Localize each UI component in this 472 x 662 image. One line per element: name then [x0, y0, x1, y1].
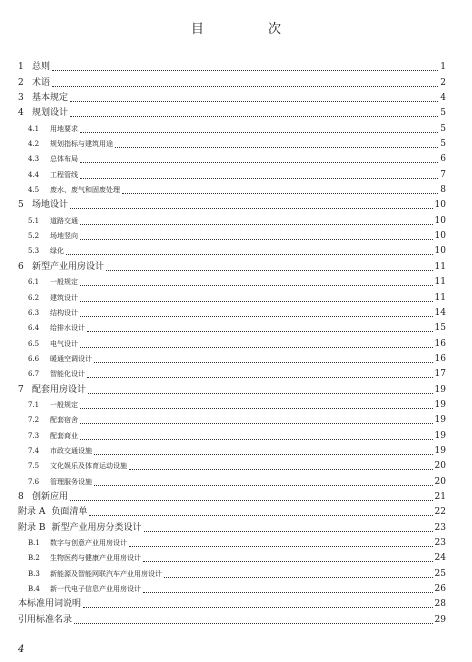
toc-title: 目 次 — [190, 22, 312, 37]
toc-entry-number: 6 — [18, 261, 24, 272]
toc-entry-label: 规划指标与建筑用途 — [50, 140, 113, 149]
toc-entry-number: 6.6 — [28, 354, 40, 363]
toc-entry-page: 19 — [434, 384, 446, 395]
toc-entry-page: 19 — [434, 415, 446, 426]
toc-entry-label: 负面清单 — [51, 507, 88, 518]
toc-entry-page: 4 — [440, 93, 446, 104]
toc-entry-page: 22 — [434, 507, 446, 518]
toc-entry-page: 20 — [434, 461, 446, 472]
toc-entry-number: 5.1 — [28, 216, 40, 225]
toc-entry-number: 6.5 — [28, 339, 40, 348]
toc-entry-page: 23 — [434, 522, 446, 533]
table-of-contents — [18, 58, 446, 626]
dot-leader — [94, 453, 433, 455]
toc-entry-label: 总则 — [32, 62, 51, 73]
toc-entry-page: 19 — [434, 399, 446, 410]
toc-entry-label: 一般规定 — [50, 400, 78, 409]
dot-leader — [52, 85, 438, 87]
toc-entry[interactable] — [18, 411, 446, 426]
toc-entry-number: 4.2 — [28, 140, 40, 149]
dot-leader — [87, 330, 433, 332]
toc-entry-page: 19 — [434, 445, 446, 456]
toc-entry-label: 工程管线 — [50, 170, 78, 179]
toc-entry-number: 6.7 — [28, 370, 40, 379]
dot-leader — [129, 545, 433, 547]
toc-entry-label: 新一代电子信息产业用房设计 — [50, 585, 141, 594]
dot-leader — [80, 438, 433, 440]
dot-leader — [52, 69, 438, 71]
dot-leader — [144, 530, 433, 532]
toc-entry-number: B.4 — [28, 585, 40, 594]
toc-entry-label: 规划设计 — [32, 108, 69, 119]
toc-entry[interactable] — [18, 580, 446, 595]
toc-entry-number: 7.3 — [28, 431, 40, 440]
toc-entry[interactable] — [18, 89, 446, 104]
dot-leader — [70, 207, 433, 209]
dot-leader — [80, 284, 433, 286]
toc-entry-label: 文化娱乐及体育运动设施 — [50, 462, 127, 471]
toc-entry-label: 废水、废气和固废处理 — [50, 186, 120, 195]
toc-entry-label: 配套商业 — [50, 431, 78, 440]
toc-entry-number: B.3 — [28, 569, 40, 578]
toc-entry[interactable] — [18, 334, 446, 349]
dot-leader — [143, 591, 433, 593]
toc-entry-number: 3 — [18, 93, 24, 104]
toc-entry[interactable] — [18, 242, 446, 257]
toc-entry-label: 术语 — [32, 77, 51, 88]
toc-entry-number: 7.5 — [28, 462, 40, 471]
toc-entry-number: 6.3 — [28, 308, 40, 317]
dot-leader — [129, 468, 433, 470]
toc-entry-page: 10 — [434, 215, 446, 226]
toc-entry-number: 7 — [18, 384, 24, 395]
toc-entry[interactable] — [18, 319, 446, 334]
toc-entry[interactable] — [18, 211, 446, 226]
toc-entry-number: 6.2 — [28, 293, 40, 302]
toc-entry[interactable] — [18, 165, 446, 180]
dot-leader — [88, 392, 433, 394]
toc-entry[interactable] — [18, 488, 446, 503]
toc-entry-page: 11 — [434, 261, 446, 272]
toc-entry-label: 基本规定 — [32, 93, 69, 104]
toc-entry[interactable] — [18, 73, 446, 88]
toc-entry-page: 7 — [440, 169, 446, 180]
dot-leader — [70, 499, 433, 501]
toc-entry-number: 2 — [18, 77, 24, 88]
toc-entry[interactable] — [18, 181, 446, 196]
toc-entry-label: 建筑设计 — [50, 293, 78, 302]
toc-entry[interactable] — [18, 150, 446, 165]
toc-entry[interactable] — [18, 518, 446, 533]
toc-entry[interactable] — [18, 273, 446, 288]
toc-entry-page: 21 — [434, 491, 446, 502]
toc-entry-number: 1 — [18, 62, 24, 73]
toc-entry-page: 10 — [434, 246, 446, 257]
toc-entry[interactable] — [18, 119, 446, 134]
toc-entry[interactable] — [18, 380, 446, 395]
toc-entry-number: B.2 — [28, 554, 40, 563]
toc-entry-number: 7.2 — [28, 416, 40, 425]
toc-entry-number: 4.1 — [28, 124, 40, 133]
toc-entry-number: 6.4 — [28, 324, 40, 333]
dot-leader — [94, 361, 433, 363]
dot-leader — [80, 131, 438, 133]
toc-entry-label: 配套宿舍 — [50, 416, 78, 425]
toc-entry[interactable] — [18, 472, 446, 487]
toc-entry-page: 24 — [434, 553, 446, 564]
toc-entry-number: 7.1 — [28, 400, 40, 409]
toc-entry-page: 5 — [440, 139, 446, 150]
toc-entry-page: 16 — [434, 353, 446, 364]
page-number: 4 — [18, 644, 25, 655]
dot-leader — [80, 346, 433, 348]
toc-entry-label: 智能化设计 — [50, 370, 85, 379]
toc-entry-label: 本标准用词说明 — [18, 599, 82, 610]
toc-entry[interactable] — [18, 350, 446, 365]
toc-entry-page: 6 — [440, 154, 446, 165]
toc-entry[interactable] — [18, 595, 446, 610]
dot-leader — [80, 177, 438, 179]
dot-leader — [87, 376, 433, 378]
toc-entry[interactable] — [18, 396, 446, 411]
toc-entry-label: 场地竖向 — [50, 232, 78, 241]
toc-entry-page: 2 — [440, 77, 446, 88]
toc-entry[interactable] — [18, 365, 446, 380]
toc-entry-page: 11 — [434, 277, 446, 288]
toc-entry[interactable] — [18, 610, 446, 625]
toc-entry-label: 道路交通 — [50, 216, 78, 225]
toc-entry[interactable] — [18, 564, 446, 579]
dot-leader — [115, 146, 438, 148]
toc-entry-number: 7.6 — [28, 477, 40, 486]
toc-entry[interactable] — [18, 227, 446, 242]
toc-entry-page: 23 — [434, 538, 446, 548]
toc-entry-number: 5.3 — [28, 247, 40, 256]
toc-entry[interactable] — [18, 257, 446, 272]
dot-leader — [94, 484, 433, 486]
toc-entry-page: 29 — [434, 614, 446, 625]
toc-entry-number: 4.3 — [28, 155, 40, 164]
toc-entry-label: 新型产业用房分类设计 — [51, 522, 142, 533]
toc-entry-label: 生物医药与健康产业用房设计 — [50, 554, 141, 563]
toc-entry-label: 用地要求 — [50, 124, 78, 133]
dot-leader — [143, 560, 433, 562]
toc-entry-label: 新型产业用房设计 — [32, 261, 105, 272]
toc-entry-number: B.1 — [28, 539, 40, 547]
toc-entry-number: 附录 B — [18, 522, 46, 533]
toc-entry[interactable] — [18, 288, 446, 303]
toc-entry-number: 8 — [18, 491, 24, 502]
toc-entry-number: 6.1 — [28, 278, 40, 287]
toc-entry[interactable] — [18, 196, 446, 211]
toc-entry-label: 暖通空调设计 — [50, 354, 92, 363]
toc-entry-label: 配套用房设计 — [32, 384, 87, 395]
toc-entry-number: 5 — [18, 200, 24, 211]
toc-entry-page: 25 — [434, 568, 446, 579]
dot-leader — [164, 576, 433, 578]
dot-leader — [89, 514, 432, 516]
toc-entry[interactable] — [18, 442, 446, 457]
toc-entry-number: 5.2 — [28, 232, 40, 241]
toc-entry-page: 10 — [434, 200, 446, 211]
dot-leader — [80, 223, 433, 225]
toc-entry-label: 新能源及智能网联汽车产业用房设计 — [50, 569, 162, 578]
dot-leader — [122, 192, 438, 194]
toc-entry-number: 4 — [18, 108, 24, 119]
toc-entry-page: 11 — [434, 292, 446, 303]
toc-entry[interactable] — [18, 135, 446, 150]
toc-entry-number: 7.4 — [28, 446, 40, 455]
dot-leader — [80, 238, 433, 240]
toc-entry[interactable] — [18, 58, 446, 73]
toc-entry-page: 16 — [434, 338, 446, 349]
toc-entry-page: 10 — [434, 231, 446, 242]
dot-leader — [80, 407, 433, 409]
toc-entry-page: 20 — [434, 476, 446, 487]
dot-leader — [70, 115, 438, 117]
dot-leader — [106, 269, 433, 271]
toc-entry-page: 1 — [440, 62, 446, 73]
dot-leader — [80, 315, 433, 317]
toc-entry-page: 26 — [434, 584, 446, 595]
toc-entry[interactable] — [18, 426, 446, 441]
dot-leader — [80, 422, 433, 424]
toc-entry-page: 19 — [434, 430, 446, 441]
toc-entry-page: 17 — [434, 369, 446, 380]
dot-leader — [80, 161, 438, 163]
dot-leader — [66, 253, 433, 255]
toc-entry-label: 数字与创意产业用房设计 — [50, 539, 127, 547]
toc-entry-label: 给排水设计 — [50, 324, 85, 333]
toc-entry[interactable] — [18, 104, 446, 119]
toc-entry[interactable] — [18, 534, 446, 549]
dot-leader — [83, 606, 433, 608]
dot-leader — [74, 622, 433, 624]
toc-entry-label: 管理服务设施 — [50, 477, 92, 486]
dot-leader — [80, 300, 433, 302]
toc-entry-label: 电气设计 — [50, 339, 78, 348]
toc-entry-label: 引用标准名录 — [18, 614, 73, 625]
toc-entry-number: 4.4 — [28, 170, 40, 179]
toc-entry[interactable] — [18, 503, 446, 518]
toc-entry-label: 总体布局 — [50, 155, 78, 164]
toc-entry[interactable] — [18, 549, 446, 564]
dot-leader — [70, 100, 438, 102]
toc-entry-label: 市政交通设施 — [50, 446, 92, 455]
toc-entry-page: 28 — [434, 599, 446, 610]
toc-entry[interactable] — [18, 304, 446, 319]
toc-entry-page: 15 — [434, 323, 446, 334]
toc-entry-label: 创新应用 — [32, 491, 69, 502]
toc-entry-page: 5 — [440, 123, 446, 134]
toc-entry-number: 附录 A — [18, 507, 46, 518]
toc-entry-label: 一般规定 — [50, 278, 78, 287]
toc-entry-page: 14 — [434, 307, 446, 318]
toc-entry[interactable] — [18, 457, 446, 472]
toc-entry-page: 5 — [440, 108, 446, 119]
toc-entry-label: 场地设计 — [32, 200, 69, 211]
toc-entry-label: 结构设计 — [50, 308, 78, 317]
toc-entry-label: 绿化 — [50, 247, 64, 256]
toc-entry-page: 8 — [440, 185, 446, 196]
toc-entry-number: 4.5 — [28, 186, 40, 195]
